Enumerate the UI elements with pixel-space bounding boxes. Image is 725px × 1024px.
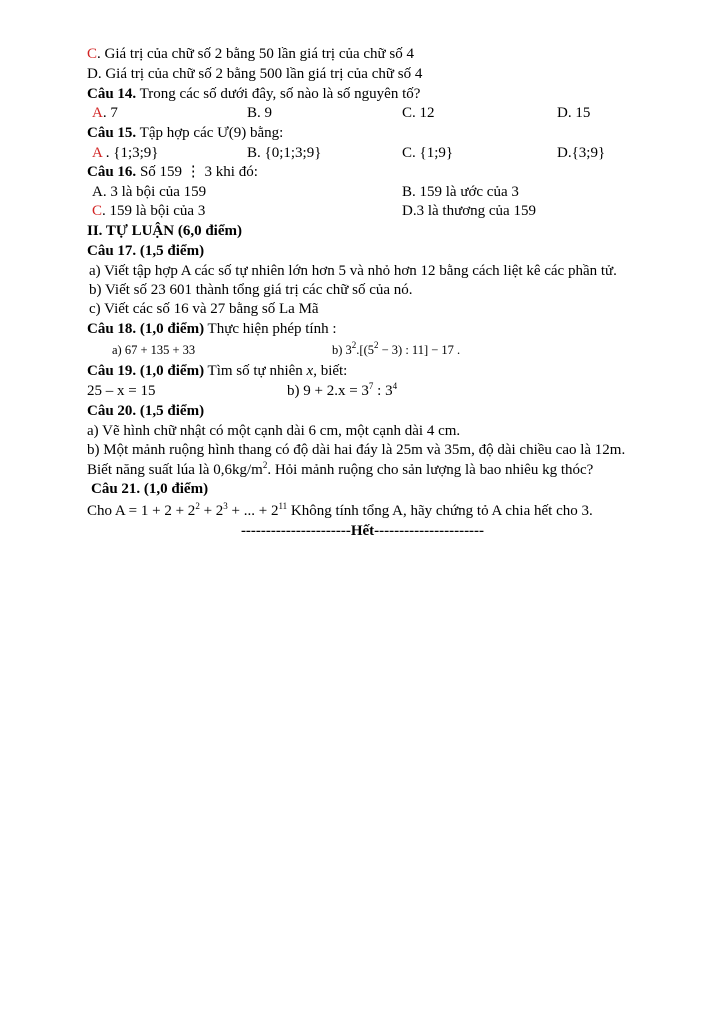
q21-label: Câu 21. (1,0 điểm) (91, 481, 209, 497)
q20-part-b-line1: b) Một mảnh ruộng hình thang có độ dài hai đáy là 25m và 35m, độ dài chiều cao là 12m. (87, 442, 626, 458)
q16-option-c-letter: C (92, 203, 103, 219)
q14-option-b: B. 9 (247, 105, 273, 121)
q14-text: Trong các số dưới đây, số nào là số nguyên tố? (136, 86, 421, 102)
q16-option-d: D.3 là thương của 159 (402, 203, 536, 219)
q16-option-c (92, 202, 205, 220)
q18-b-prefix: b) 3 (332, 343, 352, 357)
q21-exponent-1: 2 (195, 501, 200, 511)
q15-label: Câu 15. (87, 125, 137, 141)
q21-exponent-3: 11 (278, 501, 288, 511)
section-heading-part2: II. TỰ LUẬN (6,0 điểm) (87, 223, 243, 239)
q16-option-b: B. 159 là ước của 3 (402, 184, 519, 200)
q19-b-prefix: b) 9 + 2.x = 3 (287, 383, 369, 399)
q19-b-mid: : 3 (373, 383, 393, 399)
q14-option-c: C. 12 (402, 105, 435, 121)
q21-statement (87, 502, 593, 520)
q15-text: Tập hợp các Ư(9) bằng: (136, 125, 284, 141)
q19-part-a: 25 – x = 15 (87, 383, 156, 399)
q14-option-a (92, 104, 118, 122)
q21-plus-3: + ... + 2 (227, 503, 279, 519)
q19-variable: x (306, 363, 314, 379)
q20-part-a: a) Vẽ hình chữ nhật có một cạnh dài 6 cm, một cạnh dài 4 cm. (87, 423, 461, 439)
q15-option-b: B. {0;1;3;9} (247, 145, 322, 161)
q21-intro: Cho A = 1 + 2 + 2 (87, 503, 196, 519)
q18-b-exponent-2: 2 (374, 340, 379, 350)
q19-part-b (287, 382, 397, 400)
q13-option-c-letter: C (87, 46, 98, 62)
q14-option-a-text: . 7 (102, 105, 118, 121)
q17-part-c: c) Viết các số 16 và 27 bằng số La Mã (89, 301, 319, 317)
q16-text: Số 159 ⋮ 3 khi đó: (136, 164, 258, 180)
q15-option-a-letter: A (92, 145, 103, 161)
q19-b-exponent-1: 7 (368, 381, 374, 391)
q13-option-c-text: . Giá trị của chữ số 2 bằng 50 lần giá trị của chữ số 4 (97, 46, 415, 62)
q20-b2-exponent: 2 (262, 460, 268, 470)
q20-label: Câu 20. (1,5 điểm) (87, 403, 205, 419)
q14-question (87, 85, 420, 103)
q17-part-b: b) Viết số 23 601 thành tổng giá trị các chữ số của nó. (89, 282, 413, 298)
q14-option-d: D. 15 (557, 105, 591, 121)
q13-option-d: D. Giá trị của chữ số 2 bằng 500 lần giá trị của chữ số 4 (87, 66, 423, 82)
q20-b2-pre: Biết năng suất lúa là 0,6kg/m (87, 462, 263, 478)
q19-text-post: , biết: (313, 363, 348, 379)
q15-option-a-text: . {1;3;9} (102, 145, 159, 161)
q18-part-a: a) 67 + 135 + 33 (112, 343, 196, 357)
q15-option-d: D.{3;9} (557, 145, 606, 161)
q19-question (87, 362, 347, 380)
q14-option-a-letter: A (92, 105, 103, 121)
q17-part-a: a) Viết tập hợp A các số tự nhiên lớn hơn 5 và nhỏ hơn 12 bằng cách liệt kê các phần tử. (89, 263, 617, 279)
q15-question (87, 124, 283, 142)
q15-option-c: C. {1;9} (402, 145, 454, 161)
q18-text: Thực hiện phép tính : (204, 321, 337, 337)
q17-label: Câu 17. (1,5 điểm) (87, 243, 205, 259)
end-of-exam-marker: ----------------------Hết---------------------- (240, 523, 485, 539)
q16-label: Câu 16. (87, 164, 137, 180)
q21-exponent-2: 3 (223, 501, 228, 511)
q19-label: Câu 19. (1,0 điểm) (87, 363, 205, 379)
q18-b-mid: .[(5 (356, 343, 374, 357)
q21-plus-2: + 2 (199, 503, 224, 519)
q19-b-exponent-2: 4 (392, 381, 398, 391)
q18-b-suffix: − 3) : 11] − 17 . (378, 343, 461, 357)
q19-text-pre: Tìm số tự nhiên (204, 363, 307, 379)
q20-b2-post: . Hỏi mảnh ruộng cho sản lượng là bao nhiêu kg thóc? (267, 462, 594, 478)
q16-option-c-text: . 159 là bội của 3 (102, 203, 206, 219)
q13-option-c (87, 45, 414, 63)
q18-part-b (332, 341, 460, 359)
q20-part-b-line2 (87, 461, 593, 479)
q14-label: Câu 14. (87, 86, 137, 102)
q15-option-a (92, 144, 159, 162)
q21-text: Không tính tổng A, hãy chứng tỏ A chia hết cho 3. (287, 503, 593, 519)
q18-b-exponent-1: 2 (351, 340, 357, 350)
q16-option-a: A. 3 là bội của 159 (92, 184, 207, 200)
q18-question (87, 320, 337, 338)
q16-question (87, 163, 258, 181)
q18-label: Câu 18. (1,0 điểm) (87, 321, 205, 337)
